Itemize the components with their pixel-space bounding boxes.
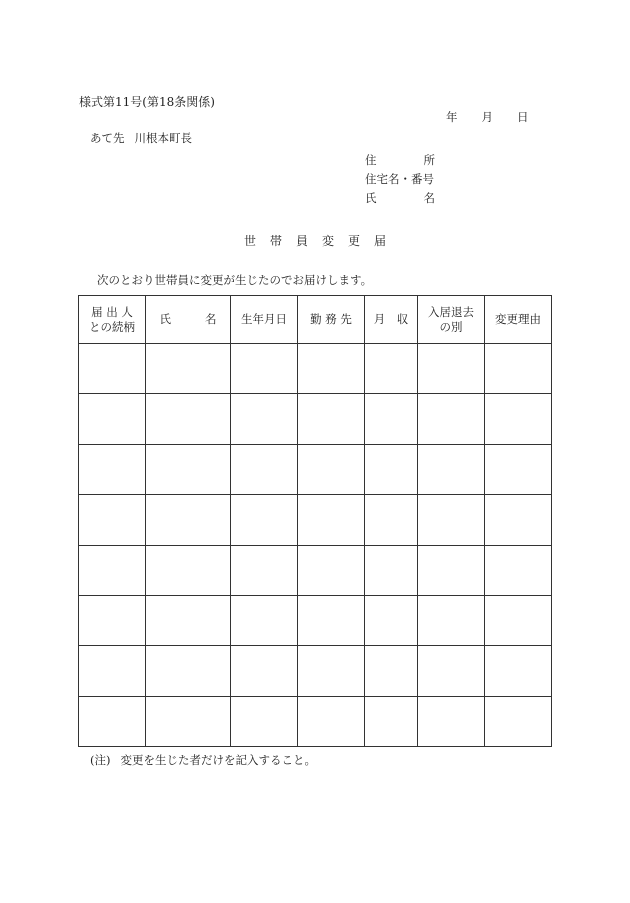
table-cell[interactable] (298, 545, 365, 595)
table-row (79, 495, 552, 545)
table-cell[interactable] (418, 696, 485, 746)
applicant-name-row (365, 193, 435, 207)
footnote (90, 755, 316, 767)
date-year: 年 (446, 110, 458, 124)
table-cell[interactable] (365, 394, 418, 444)
table-cell[interactable] (298, 595, 365, 645)
table-cell[interactable] (485, 495, 552, 545)
title-char: 更 (348, 234, 361, 248)
table-cell[interactable] (231, 696, 298, 746)
applicant-housing-row (365, 174, 434, 188)
table-cell[interactable] (485, 545, 552, 595)
header-relationship: 届 出 人 との続柄 (79, 296, 146, 344)
table-cell[interactable] (418, 444, 485, 494)
header-income: 月 収 (365, 296, 418, 344)
table-cell[interactable] (485, 696, 552, 746)
table-cell[interactable] (418, 344, 485, 394)
addressee (90, 133, 192, 145)
note-label: (注) (90, 753, 111, 767)
table-cell[interactable] (146, 344, 231, 394)
table-cell[interactable] (231, 495, 298, 545)
change-table (78, 295, 552, 747)
table-cell[interactable] (298, 444, 365, 494)
table-cell[interactable] (365, 495, 418, 545)
title-char: 員 (295, 234, 308, 248)
table-cell[interactable] (79, 344, 146, 394)
intro-text: 次のとおり世帯員に変更が生じたのでお届けします。 (97, 273, 373, 287)
table-row (79, 646, 552, 696)
header-birthdate: 生年月日 (231, 296, 298, 344)
table-cell[interactable] (79, 545, 146, 595)
table-cell[interactable] (231, 344, 298, 394)
table-row (79, 595, 552, 645)
table-header-row (79, 296, 552, 344)
table-cell[interactable] (231, 595, 298, 645)
table-cell[interactable] (231, 444, 298, 494)
table-cell[interactable] (146, 495, 231, 545)
title-char: 世 (243, 234, 256, 248)
table-cell[interactable] (485, 646, 552, 696)
table-row (79, 444, 552, 494)
table-cell[interactable] (231, 545, 298, 595)
document-title (0, 235, 630, 247)
table-cell[interactable] (418, 495, 485, 545)
table-cell[interactable] (365, 545, 418, 595)
table-cell[interactable] (485, 444, 552, 494)
name-label-2: 名 (423, 191, 435, 205)
title-char: 帯 (269, 234, 282, 248)
table-cell[interactable] (298, 696, 365, 746)
table-cell[interactable] (79, 394, 146, 444)
table-cell[interactable] (79, 595, 146, 645)
table-cell[interactable] (485, 394, 552, 444)
table-cell[interactable] (365, 444, 418, 494)
table-cell[interactable] (231, 394, 298, 444)
address-label-1: 住 (365, 153, 377, 167)
note-text: 変更を生じた者だけを記入すること。 (120, 753, 316, 767)
table-cell[interactable] (146, 444, 231, 494)
name-label-1: 氏 (365, 191, 377, 205)
table-cell[interactable] (365, 595, 418, 645)
table-cell[interactable] (485, 344, 552, 394)
table-cell[interactable] (231, 646, 298, 696)
table-cell[interactable] (418, 394, 485, 444)
table-row (79, 696, 552, 746)
title-char: 届 (374, 234, 387, 248)
form-number: 様式第11号(第18条関係) (79, 95, 215, 109)
table-cell[interactable] (418, 595, 485, 645)
table-row (79, 344, 552, 394)
table-cell[interactable] (298, 646, 365, 696)
header-name: 氏 名 (146, 296, 231, 344)
table-cell[interactable] (79, 646, 146, 696)
date-day: 日 (517, 110, 529, 124)
applicant-address-row (365, 155, 435, 169)
table-cell[interactable] (298, 394, 365, 444)
table-cell[interactable] (418, 545, 485, 595)
table-cell[interactable] (365, 646, 418, 696)
table-cell[interactable] (79, 444, 146, 494)
table-cell[interactable] (365, 344, 418, 394)
date-line (446, 112, 529, 124)
table-cell[interactable] (146, 595, 231, 645)
header-reason: 変更理由 (485, 296, 552, 344)
table-cell[interactable] (146, 545, 231, 595)
header-workplace: 勤 務 先 (298, 296, 365, 344)
table-row (79, 545, 552, 595)
table-cell[interactable] (79, 696, 146, 746)
table-cell[interactable] (485, 595, 552, 645)
date-month: 月 (481, 110, 493, 124)
table-cell[interactable] (418, 646, 485, 696)
addressee-label: あて先 (90, 131, 125, 145)
housing-label: 住宅名・番号 (365, 172, 434, 186)
table-cell[interactable] (298, 344, 365, 394)
table-cell[interactable] (298, 495, 365, 545)
addressee-name: 川根本町長 (134, 131, 192, 145)
table-cell[interactable] (365, 696, 418, 746)
table-cell[interactable] (146, 646, 231, 696)
address-label-2: 所 (423, 153, 435, 167)
table-row (79, 394, 552, 444)
table-cell[interactable] (79, 495, 146, 545)
header-move-type: 入居退去 の別 (418, 296, 485, 344)
title-char: 変 (322, 234, 335, 248)
table-cell[interactable] (146, 696, 231, 746)
table-cell[interactable] (146, 394, 231, 444)
